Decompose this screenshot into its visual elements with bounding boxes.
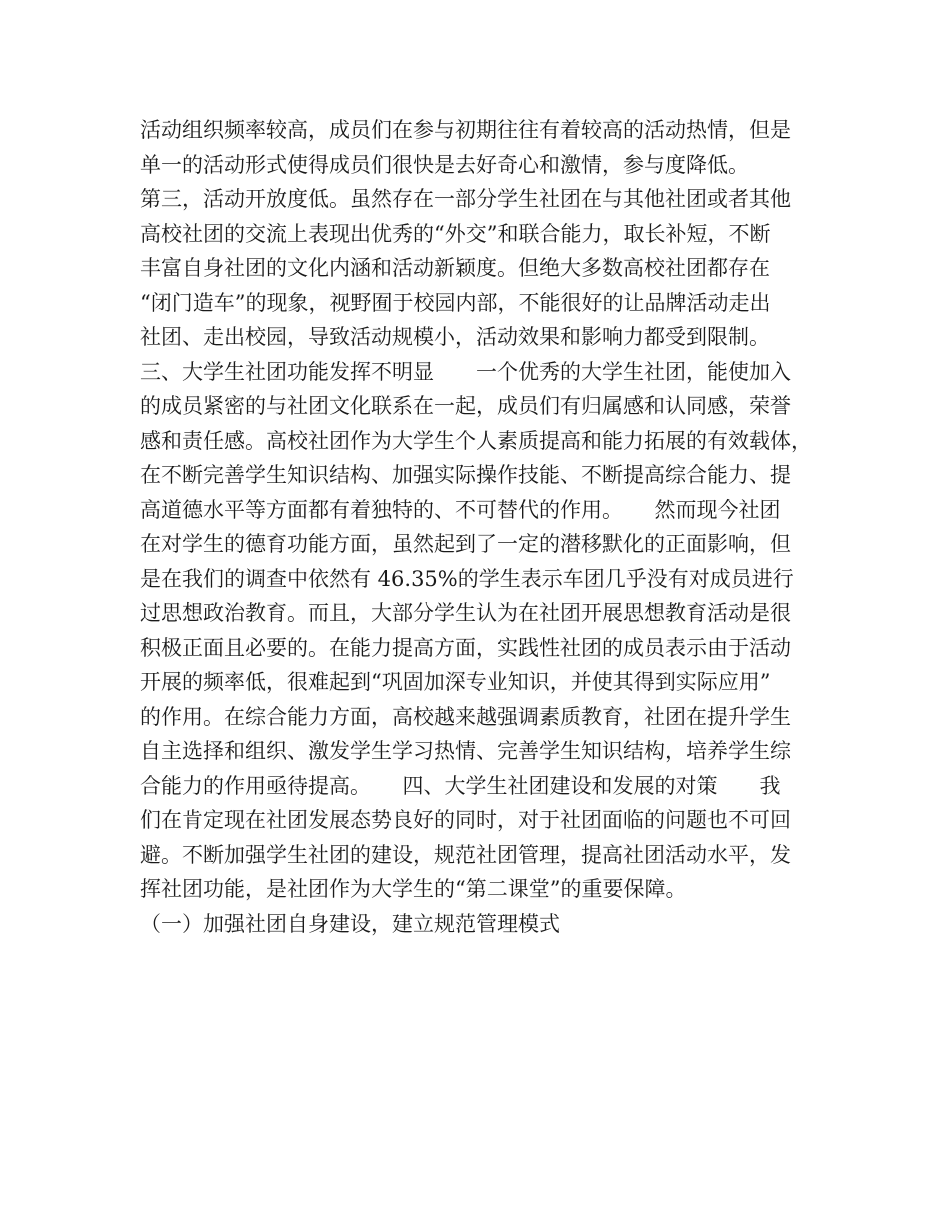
text-line: 们在肯定现在社团发展态势良好的同时，对于社团面临的问题也不可回 [140,808,791,832]
text-line: 挥社团功能，是社团作为大学生的“第二课堂”的重要保障。 [140,877,687,901]
text-line: “闭门造车”的现象，视野囿于校园内部，不能很好的让品牌活动走出 [140,290,771,315]
text-line: 第三，活动开放度低。虽然存在一部分学生社团在与其他社团或者其他 [140,187,791,211]
text-line: 在对学生的德育功能方面，虽然起到了一定的潜移默化的正面影响，但 [140,532,791,556]
subsection-heading-line: （一）加强社团自身建设，建立规范管理模式 [140,911,560,936]
section-heading-line: 合能力的作用亟待提高。 四、大学生社团建设和发展的对策 我 [140,773,781,798]
text-line: 积极正面且必要的。在能力提高方面，实践性社团的成员表示由于活动 [140,635,791,660]
text-line: 感和责任感。高校社团作为大学生个人素质提高和能力拓展的有效载体， [140,428,812,453]
text-line: 活动组织频率较高，成员们在参与初期往往有着较高的活动热情，但是 [140,118,791,142]
section-heading-line: 三、大学生社团功能发挥不明显 一个优秀的大学生社团，能使加入 [140,359,791,384]
text-line: 开展的频率低，很难起到“巩固加深专业知识，并使其得到实际应用” [140,670,771,694]
text-line: 高道德水平等方面都有着独特的、不可替代的作用。 然而现今社团 [140,497,781,522]
text-line: 过思想政治教育。而且，大部分学生认为在社团开展思想教育活动是很 [140,601,791,625]
text-line: 的成员紧密的与社团文化联系在一起，成员们有归属感和认同感，荣誉 [140,394,791,418]
body-text [140,113,820,941]
text-line: 自主选择和组织、激发学生学习热情、完善学生知识结构，培养学生综 [140,739,791,763]
text-line: 是在我们的调查中依然有 46.35%的学生表示车团几乎没有对成员进行 [140,566,794,591]
text-line: 的作用。在综合能力方面，高校越来越强调素质教育，社团在提升学生 [140,704,791,729]
text-line: 单一的活动形式使得成员们很快是去好奇心和激情，参与度降低。 [140,152,749,177]
text-line: 丰富自身社团的文化内涵和活动新颖度。但绝大多数高校社团都存在 [140,256,770,280]
text-line: 避。不断加强学生社团的建设，规范社团管理，提高社团活动水平，发 [140,842,791,867]
text-line: 高校社团的交流上表现出优秀的“外交”和联合能力，取长补短，不断 [140,221,771,246]
text-line: 在不断完善学生知识结构、加强实际操作技能、不断提高综合能力、提 [140,463,791,487]
text-line: 社团、走出校园，导致活动规模小，活动效果和影响力都受到限制。 [140,325,770,349]
